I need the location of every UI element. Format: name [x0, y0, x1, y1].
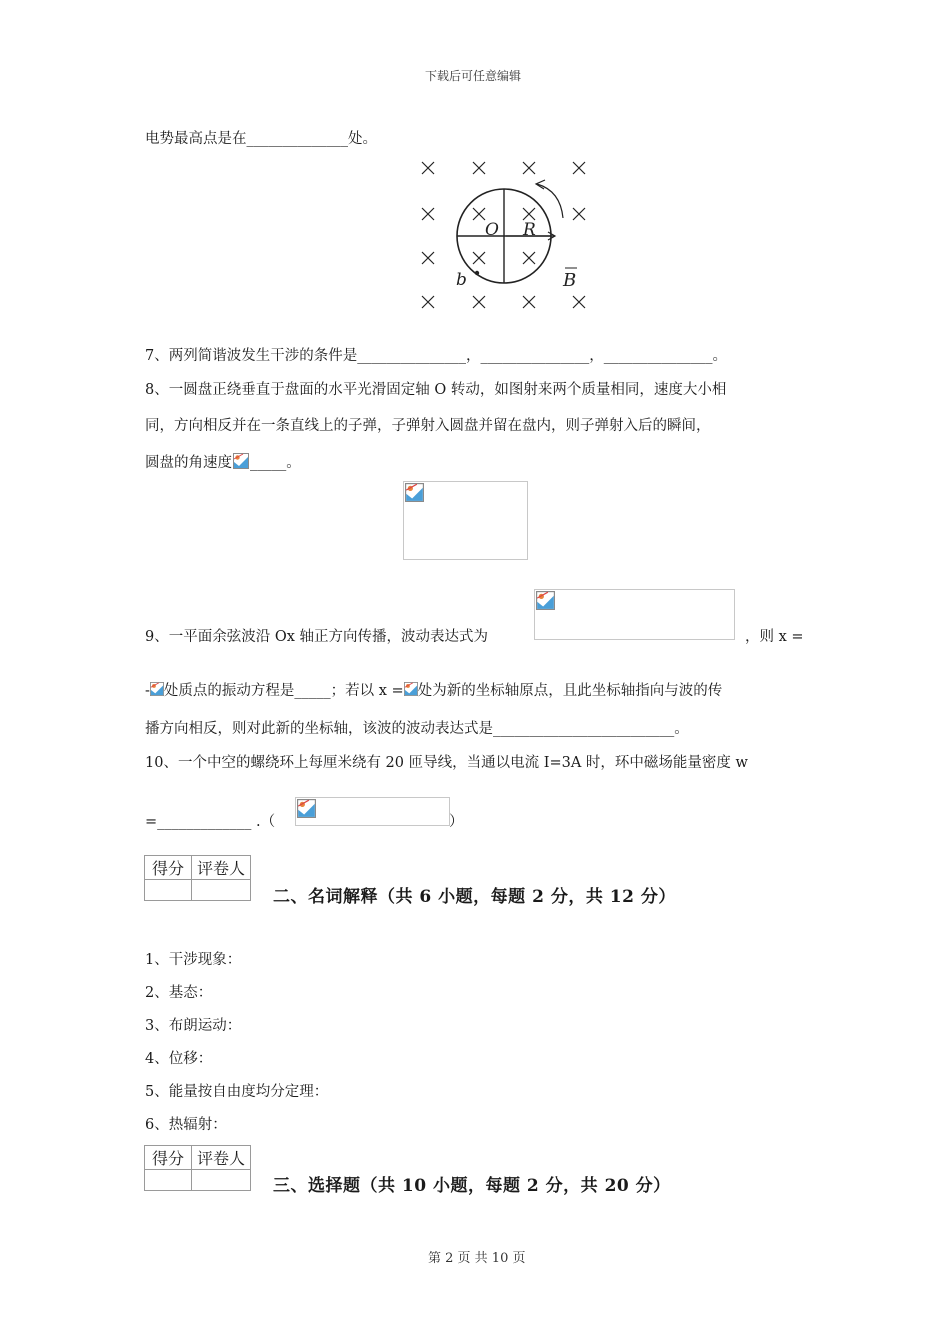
energy-density-image-placeholder	[295, 797, 450, 826]
score-label: 得分	[145, 856, 192, 880]
q10-line2-prefix: =_____________ .（	[145, 814, 276, 830]
label-field-b: B	[563, 270, 577, 291]
q9-line2-middle: 处质点的振动方程是_____；若以 x =	[163, 683, 404, 699]
score-box-section2	[144, 855, 251, 901]
section2-item-2: 2、基态：	[145, 985, 213, 1001]
section2-item-6: 6、热辐射：	[145, 1117, 227, 1133]
grader-label: 评卷人	[192, 1146, 251, 1170]
section2-title: 二、名词解释（共 6 小题，每题 2 分，共 12 分）	[273, 887, 676, 907]
disk-bullet-image-placeholder	[403, 481, 528, 560]
magnetic-field-disk-figure	[405, 152, 605, 317]
grader-cell	[192, 1170, 251, 1191]
broken-image-icon	[536, 591, 555, 610]
grader-cell	[192, 880, 251, 901]
broken-image-icon	[232, 453, 250, 469]
broken-image-icon	[404, 681, 418, 697]
section2-item-5: 5、能量按自由度均分定理：	[145, 1084, 329, 1100]
wave-equation-image-placeholder	[534, 589, 735, 640]
section2-item-3: 3、布朗运动：	[145, 1018, 242, 1034]
grader-label: 评卷人	[192, 856, 251, 880]
q8-line3-prefix: 圆盘的角速度	[145, 455, 232, 471]
label-r: R	[523, 220, 536, 240]
broken-image-icon	[150, 681, 164, 697]
q9-line1-suffix: ，则 x =	[745, 629, 804, 645]
q9-line1-prefix: 9、一平面余弦波沿 Ox 轴正方向传播，波动表达式为	[145, 629, 489, 645]
q8-line2: 同，方向相反并在一条直线上的子弹，子弹射入圆盘并留在盘内，则子弹射入后的瞬间，	[145, 418, 711, 434]
rotation-arrow	[537, 184, 563, 218]
score-label: 得分	[145, 1146, 192, 1170]
section3-title: 三、选择题（共 10 小题，每题 2 分，共 20 分）	[273, 1176, 671, 1196]
q9-line2-tail: 处为新的坐标轴原点，且此坐标轴指向与波的传	[417, 683, 723, 699]
q10-line2-suffix: ）	[449, 814, 464, 830]
page-header-note: 下载后可任意编辑	[425, 69, 522, 83]
score-box-section3	[144, 1145, 251, 1191]
label-o: O	[485, 220, 499, 240]
q8-line3-blank: _____。	[250, 455, 301, 471]
score-cell	[145, 880, 192, 901]
q8-line1: 8、一圆盘正绕垂直于盘面的水平光滑固定轴 O 转动，如图射来两个质量相同，速度大小相	[145, 382, 727, 398]
score-cell	[145, 1170, 192, 1191]
q9-line2	[145, 679, 722, 700]
q6-tail-text: 电势最高点是在______________处。	[145, 131, 377, 147]
page-footer: 第 2 页 共 10 页	[428, 1251, 526, 1266]
section2-item-4: 4、位移：	[145, 1051, 213, 1067]
label-b: b	[456, 270, 467, 290]
q9-line3: 播方向相反，则对此新的坐标轴，该波的波动表达式是_________________________。	[145, 721, 689, 737]
broken-image-icon	[405, 483, 424, 502]
q7-text: 7、两列简谐波发生干涉的条件是_______________，_______________，_______________。	[145, 348, 727, 364]
broken-image-icon	[297, 799, 316, 818]
q8-line3	[145, 451, 301, 472]
section2-item-1: 1、干涉现象：	[145, 952, 242, 968]
q9-line2-dash: -	[145, 683, 150, 699]
q10-line1: 10、一个中空的螺绕环上每厘米绕有 20 匝导线，当通以电流 I=3A 时，环中磁场能量密度 w	[145, 755, 748, 771]
